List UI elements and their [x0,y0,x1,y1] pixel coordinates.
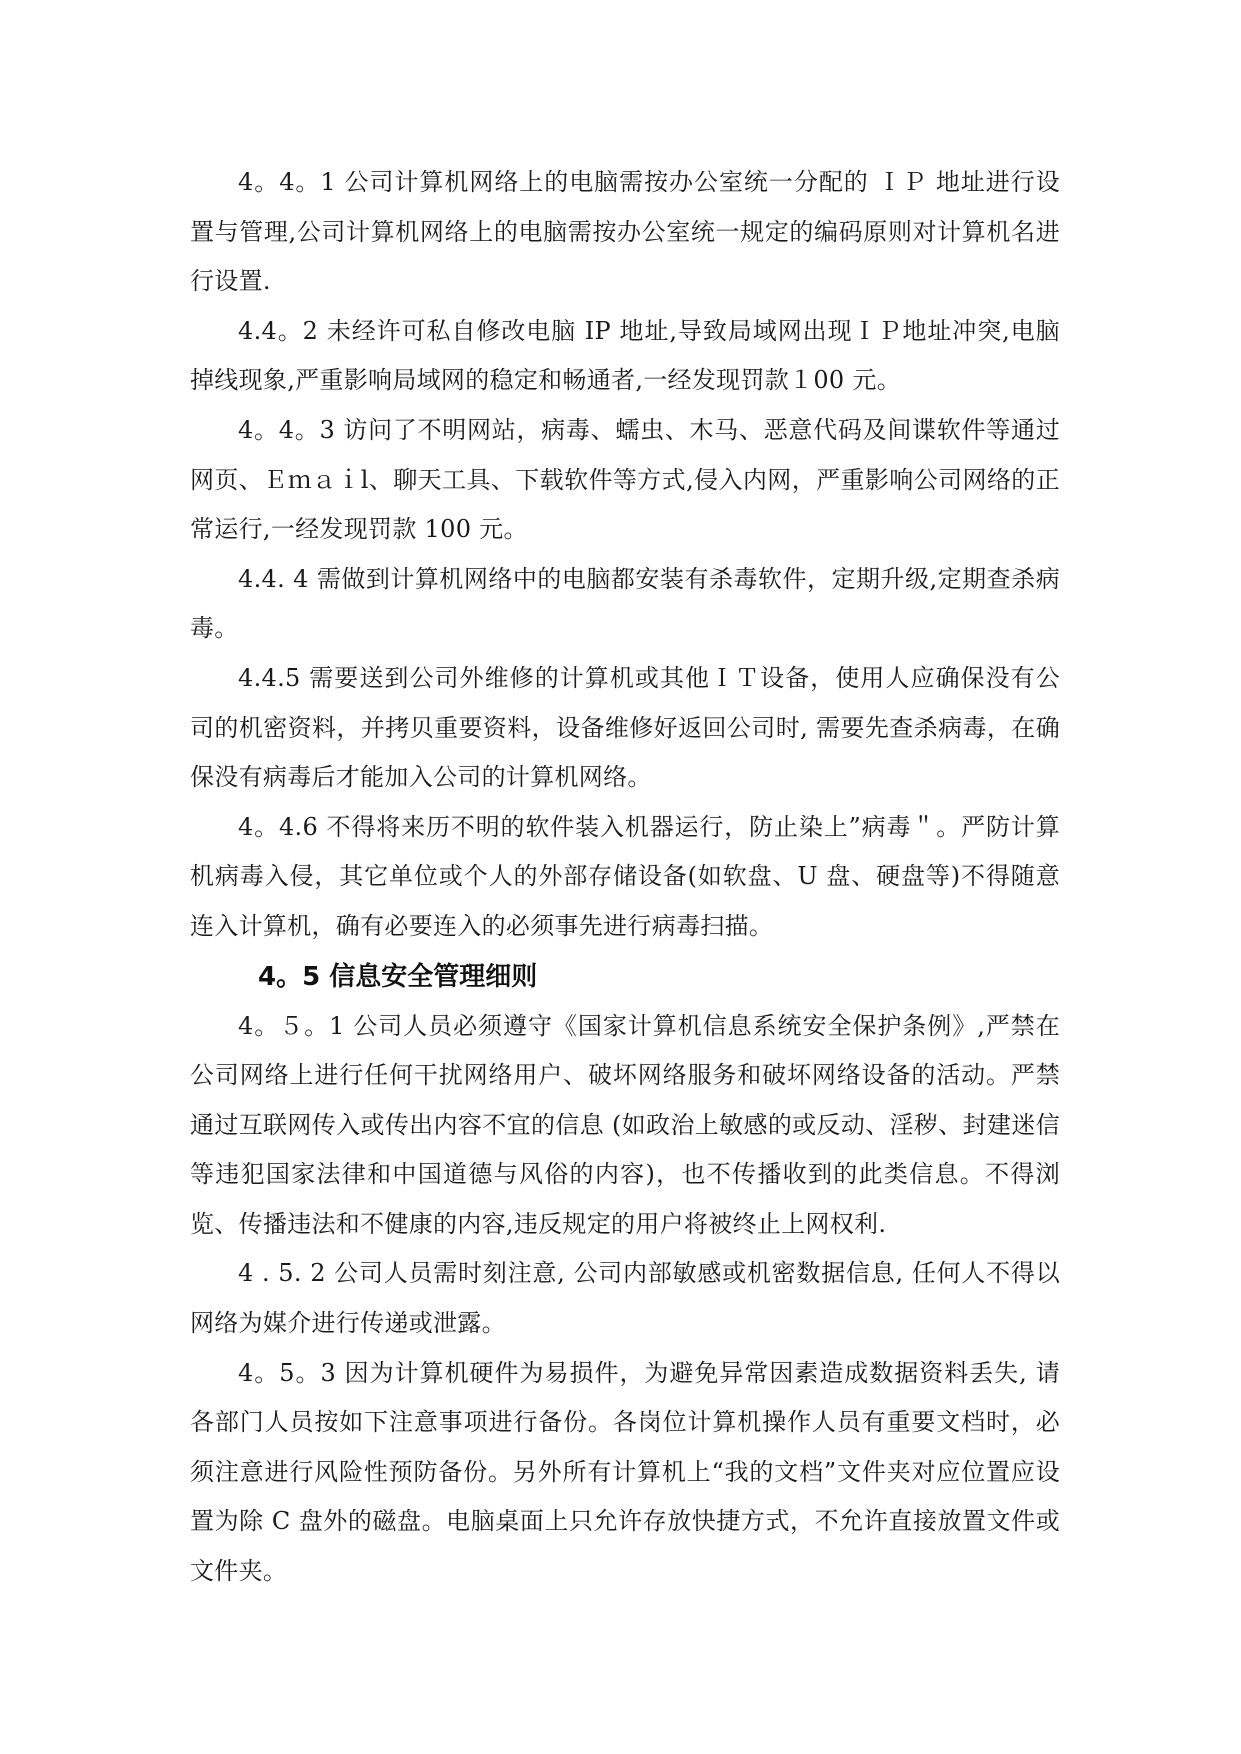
paragraph-4-5-2: 4 . 5. 2 公司人员需时刻注意, 公司内部敏感或机密数据信息, 任何人不得以网络为媒介进行传递或泄露。 [190,1259,1060,1338]
paragraph-4-5-3: 4。5。3 因为计算机硬件为易损件，为避免异常因素造成数据资料丢失, 请各部门人员按如下注意事项进行备份。各岗位计算机操作人员有重要文档时，必须注意进行风险性预防备份。另外所有计算机上“我的文档”文件夹对应位置应设置为除 C 盘外的磁盘。电脑桌面上只允许存放快捷方式，不允许直接放置文件或文件夹。 [190,1358,1060,1586]
document-body [190,158,1060,1597]
paragraph-4-4-1: 4。4。1 公司计算机网络上的电脑需按办公室统一分配的 ＩＰ 地址进行设置与管理,公司计算机网络上的电脑需按办公室统一规定的编码原则对计算机名进行设置. [190,168,1060,296]
section-heading-4-5: 4。5 信息安全管理细则 [258,961,538,992]
paragraph-4-4-2: 4.4。2 未经许可私自修改电脑 IP 地址,导致局域网出现ＩＰ地址冲突,电脑掉线现象,严重影响局域网的稳定和畅通者,一经发现罚款１00 元。 [190,316,1060,395]
paragraph-4-4-5: 4.4.5 需要送到公司外维修的计算机或其他ＩＴ设备，使用人应确保没有公司的机密资料，并拷贝重要资料，设备维修好返回公司时, 需要先查杀病毒，在确保没有病毒后才能加入公司的计算机网络。 [190,663,1060,792]
paragraph-4-4-6: 4。4.6 不得将来历不明的软件装入机器运行，防止染上”病毒＂。严防计算机病毒入侵，其它单位或个人的外部存储设备(如软盘、U 盘、硬盘等)不得随意连入计算机，确有必要连入的必须事先进行病毒扫描。 [190,812,1060,940]
paragraph-4-5-1: 4。５。1 公司人员必须遵守《国家计算机信息系统安全保护条例》,严禁在公司网络上进行任何干扰网络用户、破坏网络服务和破坏网络设备的活动。严禁通过互联网传入或传出内容不宜的信息 (如政治上敏感的或反动、淫秽、封建迷信等违犯国家法律和中国道德与风俗的内容)，也不传播收到的此类信息。不得浏览、传播违法和不健康的内容,违反规定的用户将被终止上网权利. [190,1011,1060,1238]
paragraph-4-4-4: 4.4. 4 需做到计算机网络中的电脑都安装有杀毒软件，定期升级,定期查杀病毒。 [190,564,1060,643]
paragraph-4-4-3: 4。4。3 访问了不明网站，病毒、蠕虫、木马、恶意代码及间谍软件等通过网页、Ｅｍａｉl、聊天工具、下载软件等方式,侵入内网，严重影响公司网络的正常运行,一经发现罚款 100 元。 [190,415,1060,544]
